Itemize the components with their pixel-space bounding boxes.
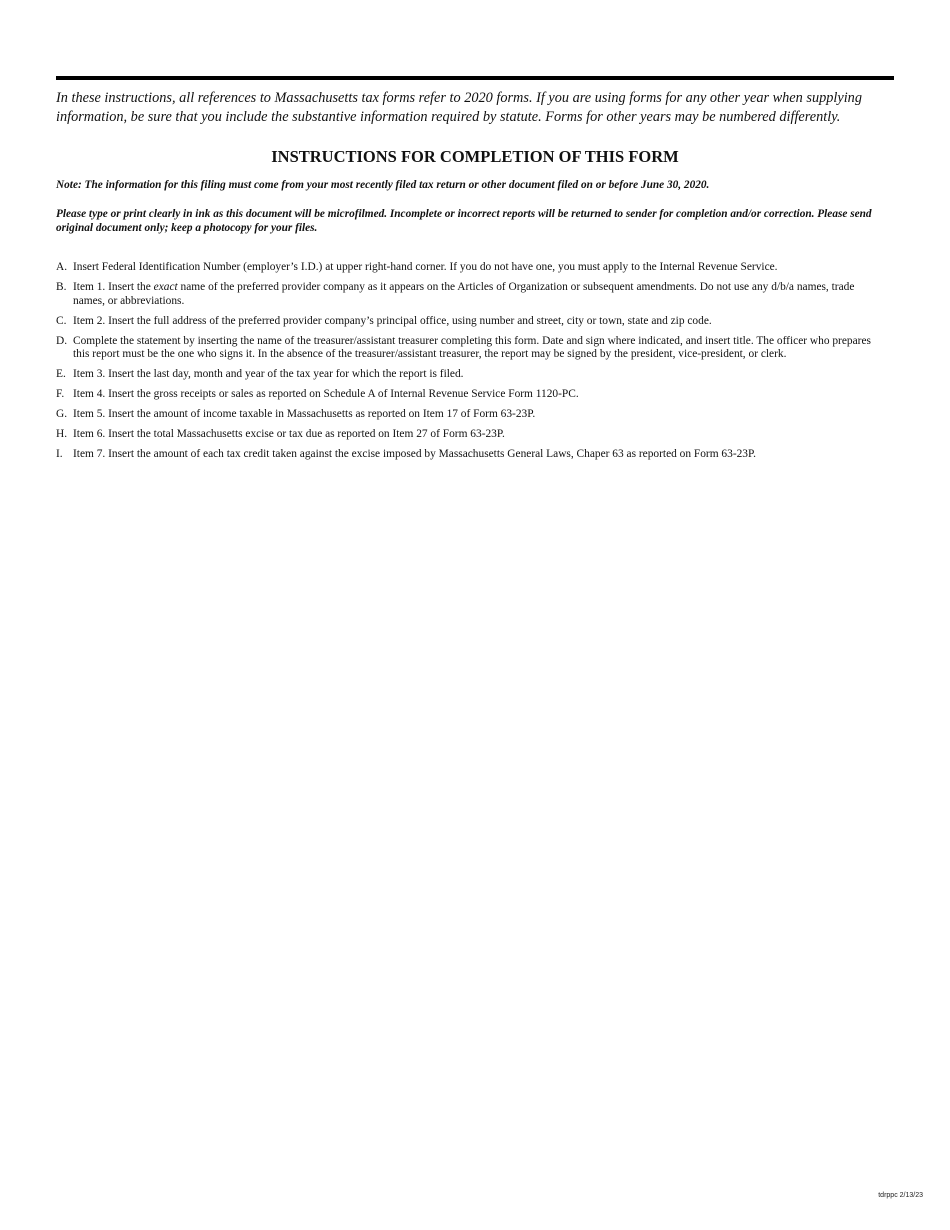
item-text: Item 4. Insert the gross receipts or sales as reported on Schedule A of Internal Revenue Service Form 1120-PC. (73, 388, 579, 400)
item-text-pre: Item 1. Insert the (73, 281, 154, 293)
item-text: Item 5. Insert the amount of income taxable in Massachusetts as reported on Item 17 of Form 63-23P. (73, 408, 536, 420)
page-heading: INSTRUCTIONS FOR COMPLETION OF THIS FORM (271, 147, 679, 166)
item-letter: C. (56, 314, 67, 327)
instruction-list (56, 261, 894, 468)
item-letter: H. (56, 428, 68, 440)
item-letter: E. (56, 368, 66, 380)
item-letter: B. (56, 281, 67, 293)
form-revision-code: tdrppc 2/13/23 (878, 1192, 923, 1199)
item-letter: A. (56, 261, 68, 273)
item-letter: F. (56, 388, 65, 400)
item-text: Item 6. Insert the total Massachusetts excise or tax due as reported on Item 27 of Form 63-23P. (73, 428, 505, 440)
top-rule (56, 76, 894, 80)
item-text-post: name of the preferred provider company as it appears on the Articles of Organization or subsequent amendments. Do not use any d/b/a names, trade names, or abbreviations. (73, 281, 855, 307)
item-text: Complete the statement by inserting the name of the treasurer/assistant treasurer completing this form. Date and sign where indicated, and insert title. The officer who prepares this report must be the one who signs it. In the absence of the treasurer/assistant treasurer, the report may be signed by the president, vice-president, or clerk. (73, 334, 871, 360)
list-item (56, 428, 894, 442)
list-item (56, 368, 894, 382)
item-text (73, 281, 894, 308)
item-letter: I. (56, 448, 63, 460)
list-item (56, 388, 894, 402)
item-text-emphasis: exact (153, 281, 178, 293)
list-item (56, 281, 894, 308)
list-item (56, 315, 894, 329)
list-item (56, 261, 894, 275)
filing-note: Note: The information for this filing must come from your most recently filed tax return or other document filed on or before June 30, 2020. (56, 179, 710, 191)
submission-note: Please type or print clearly in ink as this document will be microfilmed. Incomplete or incorrect reports will be returned to sender for completion and/or correction. Please send original document only; keep a photocopy for your files. (56, 208, 872, 234)
intro-paragraph: In these instructions, all references to Massachusetts tax forms refer to 2020 forms. If you are using forms for any other year when supplying information, be sure that you include the substantive information required by statute. Forms for other years may be numbered differently. (56, 90, 862, 125)
item-text: Item 7. Insert the amount of each tax credit taken against the excise imposed by Massachusetts General Laws, Chaper 63 as reported on Form 63-23P. (73, 448, 756, 460)
item-letter: D. (56, 334, 68, 347)
list-item (56, 448, 894, 462)
list-item (56, 408, 894, 422)
list-item (56, 335, 894, 362)
item-text: Item 3. Insert the last day, month and year of the tax year for which the report is filed. (73, 368, 464, 380)
item-letter: G. (56, 408, 68, 420)
item-text: Insert Federal Identification Number (employer’s I.D.) at upper right-hand corner. If you do not have one, you must apply to the Internal Revenue Service. (73, 261, 778, 273)
item-text: Item 2. Insert the full address of the preferred provider company’s principal office, using number and street, city or town, state and zip code. (73, 314, 712, 327)
